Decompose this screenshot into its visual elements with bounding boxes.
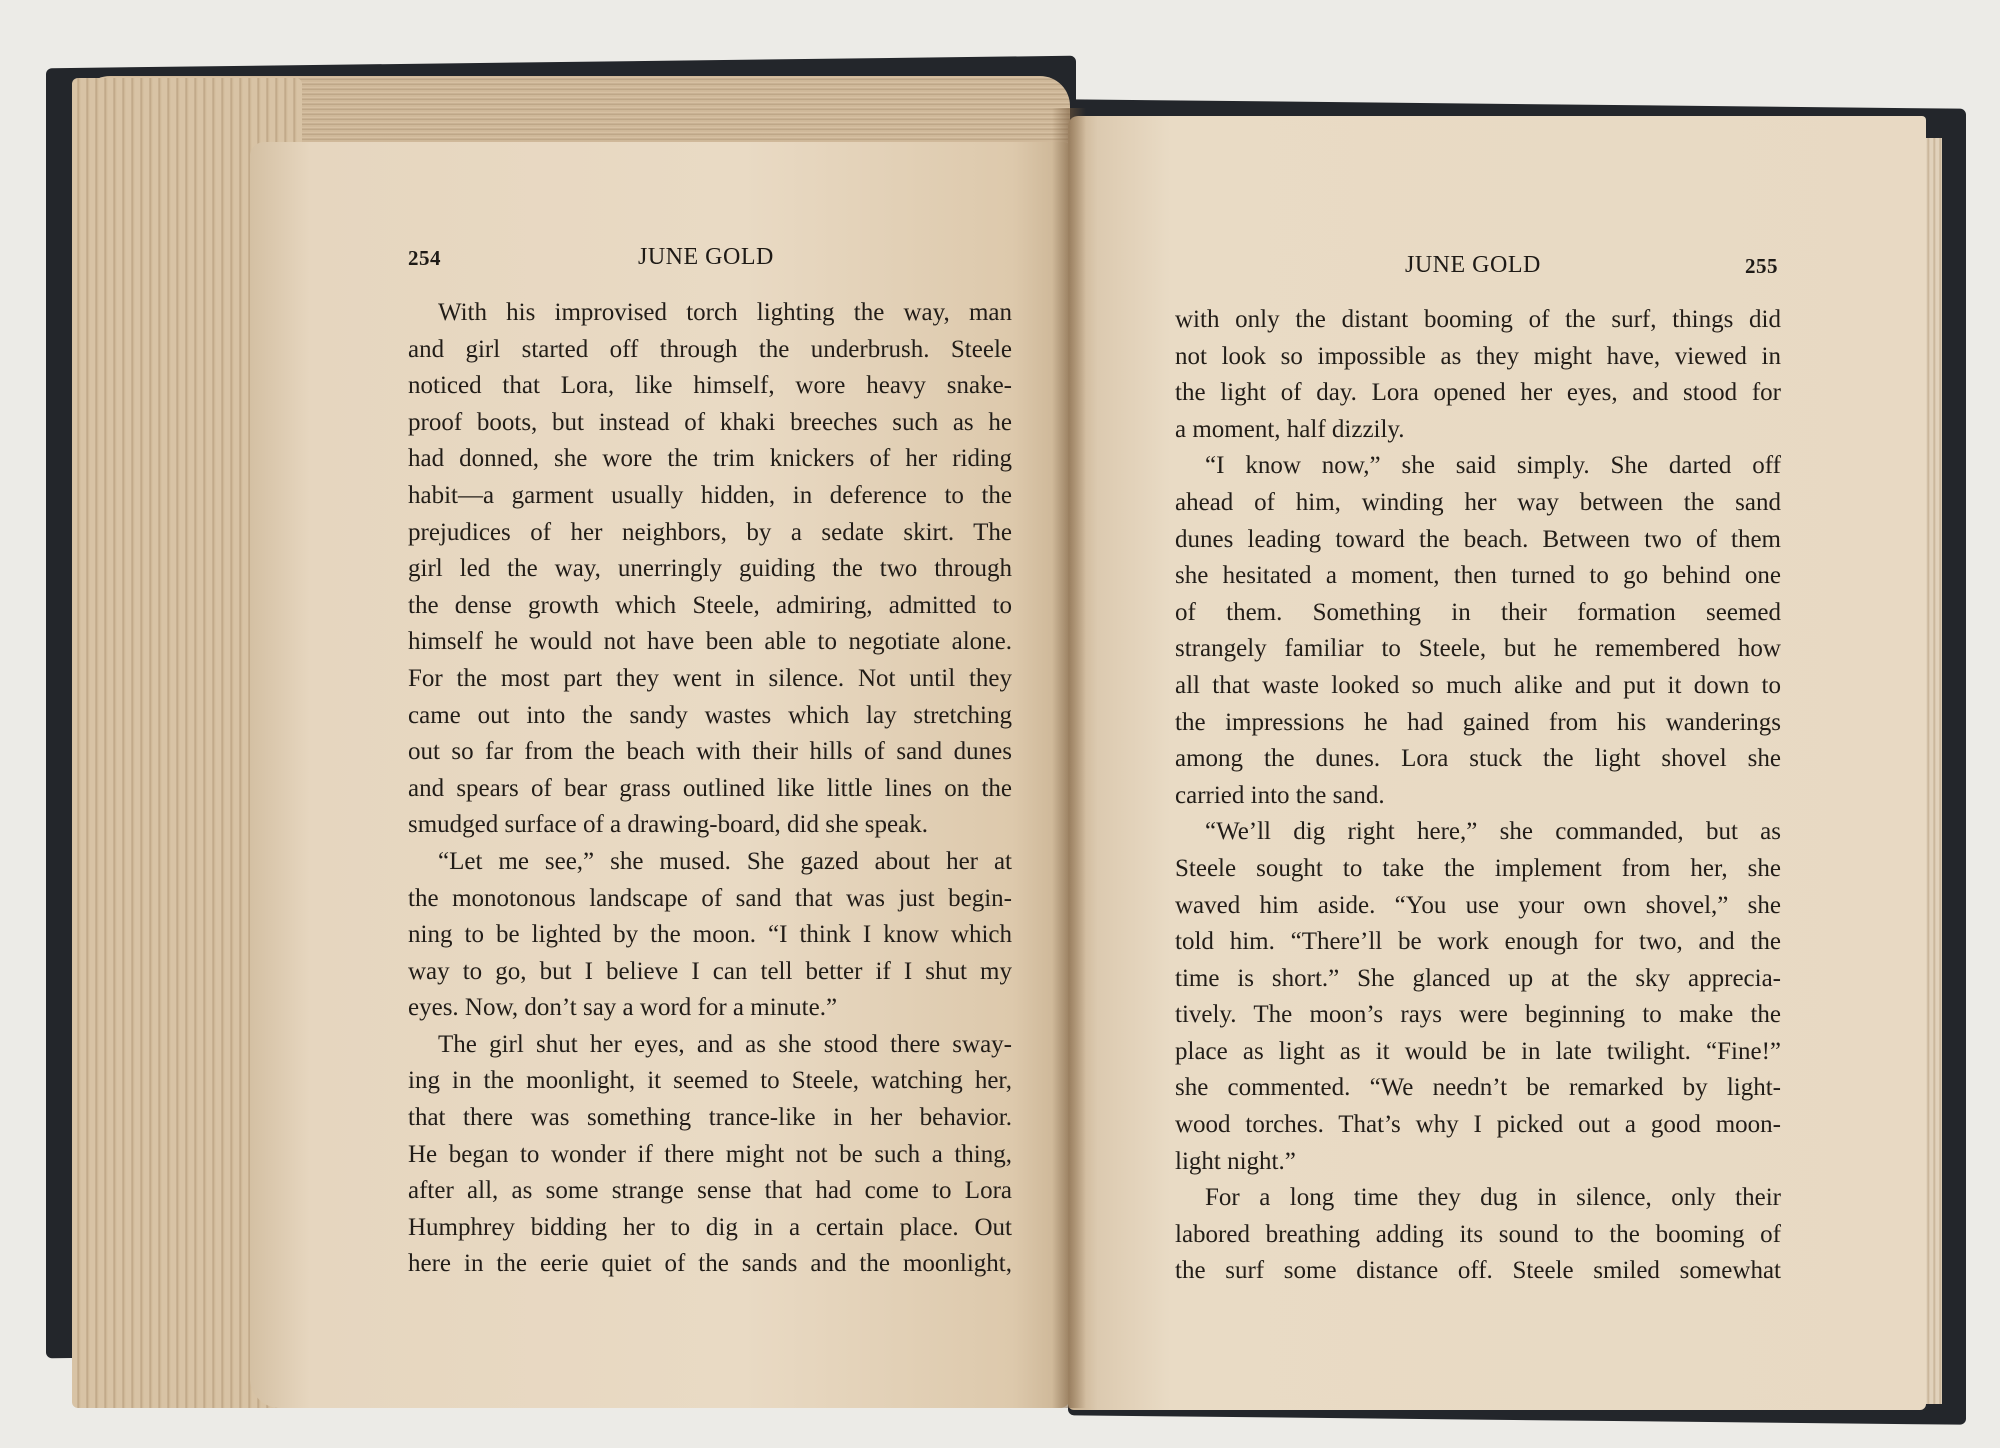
- text-line: eyes. Now, don’t say a word for a minute.”: [408, 994, 838, 1022]
- text-line: “We’ll dig right here,” she commanded, but as: [1205, 818, 1781, 846]
- text-line: ing in the moonlight, it seemed to Steele, watching her,: [408, 1067, 1012, 1095]
- text-line: waved him aside. “You use your own shovel,” she: [1175, 891, 1781, 919]
- text-line: of them. Something in their formation seemed: [1175, 598, 1781, 626]
- text-line: himself he would not have been able to negotiate alone.: [408, 628, 1012, 656]
- text-line: girl led the way, unerringly guiding the two through: [408, 555, 1012, 583]
- text-line: all that waste looked so much alike and put it down to: [1175, 671, 1781, 699]
- text-line: came out into the sandy wastes which lay stretching: [408, 701, 1012, 729]
- text-line: For the most part they went in silence. Not until they: [408, 664, 1012, 692]
- text-line: ahead of him, winding her way between the sand: [1175, 488, 1781, 516]
- text-line: The girl shut her eyes, and as she stood there sway-: [438, 1030, 1012, 1058]
- text-line: “I know now,” she said simply. She darted off: [1205, 452, 1781, 480]
- text-line: among the dunes. Lora stuck the light shovel she: [1175, 745, 1781, 773]
- text-line: here in the eerie quiet of the sands and the moonlight,: [408, 1250, 1012, 1278]
- text-line: with only the distant booming of the surf, things did: [1175, 306, 1781, 333]
- text-line: and girl started off through the underbrush. Steele: [408, 335, 1012, 363]
- text-line: labored breathing adding its sound to the booming of: [1175, 1220, 1781, 1248]
- text-line: the dense growth which Steele, admiring, admitted to: [408, 591, 1012, 619]
- text-line: she commented. “We needn’t be remarked by light-: [1175, 1074, 1781, 1102]
- text-line: proof boots, but instead of khaki breeches such as he: [408, 408, 1012, 436]
- text-line: that there was something trance-like in her behavior.: [408, 1104, 1012, 1132]
- text-line: place as light as it would be in late twilight. “Fine!”: [1175, 1037, 1781, 1065]
- left-running-title: JUNE GOLD: [638, 244, 774, 270]
- left-page-body-text: [408, 295, 1012, 1283]
- text-line: habit—a garment usually hidden, in deference to the: [408, 481, 1012, 509]
- text-line: noticed that Lora, like himself, wore heavy snake-: [408, 372, 1012, 400]
- text-line: a moment, half dizzily.: [1175, 415, 1405, 443]
- text-line: carried into the sand.: [1175, 781, 1385, 809]
- text-line: way to go, but I believe I can tell better if I shut my: [408, 957, 1012, 985]
- text-line: the surf some distance off. Steele smiled somewhat: [1175, 1257, 1781, 1285]
- text-line: With his improvised torch lighting the way, man: [438, 299, 1012, 326]
- text-line: Humphrey bidding her to dig in a certain place. Out: [408, 1213, 1012, 1241]
- text-line: He began to wonder if there might not be such a thing,: [408, 1140, 1012, 1168]
- right-running-title: JUNE GOLD: [1405, 252, 1541, 278]
- text-line: the light of day. Lora opened her eyes, and stood for: [1175, 379, 1781, 407]
- text-line: not look so impossible as they might have, viewed in: [1175, 342, 1781, 370]
- text-line: told him. “There’ll be work enough for two, and the: [1175, 928, 1781, 956]
- text-line: For a long time they dug in silence, only their: [1205, 1184, 1781, 1212]
- text-line: after all, as some strange sense that had come to Lora: [408, 1177, 1012, 1205]
- text-line: strangely familiar to Steele, but he remembered how: [1175, 635, 1781, 663]
- text-line: and spears of bear grass outlined like little lines on the: [408, 774, 1012, 802]
- book-gutter: [1052, 108, 1086, 1408]
- text-line: light night.”: [1175, 1147, 1296, 1175]
- text-line: time is short.” She glanced up at the sky apprecia-: [1175, 964, 1781, 992]
- text-line: out so far from the beach with their hills of sand dunes: [408, 738, 1012, 766]
- text-line: Steele sought to take the implement from her, she: [1175, 854, 1781, 882]
- text-line: ning to be lighted by the moon. “I think I know which: [408, 921, 1012, 949]
- text-line: had donned, she wore the trim knickers of her riding: [408, 445, 1012, 473]
- text-line: prejudices of her neighbors, by a sedate skirt. The: [408, 518, 1012, 546]
- left-page-number: 254: [408, 246, 441, 270]
- text-line: dunes leading toward the beach. Between two of them: [1175, 525, 1781, 553]
- text-line: she hesitated a moment, then turned to go behind one: [1175, 562, 1781, 590]
- right-page-number: 255: [1745, 254, 1778, 278]
- text-line: smudged surface of a drawing-board, did she speak.: [408, 811, 928, 839]
- text-line: wood torches. That’s why I picked out a good moon-: [1175, 1111, 1781, 1139]
- text-line: the impressions he had gained from his wanderings: [1175, 708, 1781, 736]
- text-line: tively. The moon’s rays were beginning to make the: [1175, 1001, 1781, 1029]
- right-page-body-text: [1175, 302, 1781, 1290]
- text-line: the monotonous landscape of sand that was just begin-: [408, 884, 1012, 912]
- text-line: “Let me see,” she mused. She gazed about her at: [438, 847, 1012, 875]
